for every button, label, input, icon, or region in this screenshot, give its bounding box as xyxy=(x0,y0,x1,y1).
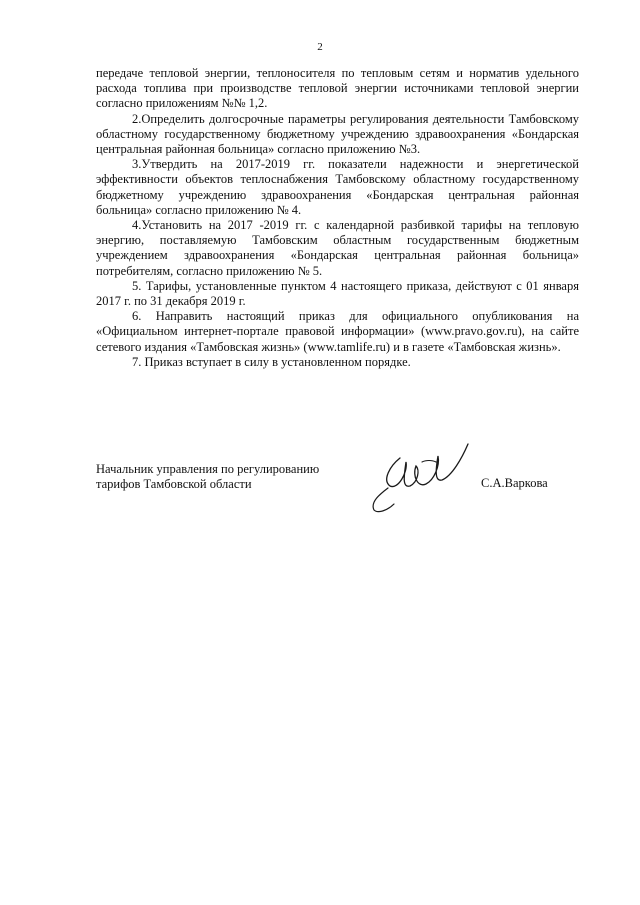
paragraph-4: 4.Установить на 2017 -2019 гг. с календарной разбивкой тарифы на тепловую энергию, поставляемую Тамбовским областным государственным бюджетным учреждением здравоохранения «Бондарская центральная районная больница» потребителям, согласно приложению № 5. xyxy=(96,218,579,278)
paragraph-2: 2.Определить долгосрочные параметры регулирования деятельности Тамбовскому областному государственному бюджетному учреждению здравоохранения «Бондарская центральная районная больница» согласно приложению №3. xyxy=(96,111,579,157)
paragraph-7: 7. Приказ вступает в силу в установленном порядке. xyxy=(132,354,411,369)
paragraph-1-continuation: передаче тепловой энергии, теплоносителя по тепловым сетям и норматив удельного расхода топлива при производстве тепловой энергии источниками тепловой энергии согласно приложениям №№ 1,2. xyxy=(96,66,579,111)
paragraph-5: 5. Тарифы, установленные пунктом 4 настоящего приказа, действуют с 01 января 2017 г. по 31 декабря 2019 г. xyxy=(96,278,579,309)
signatory-position xyxy=(96,462,319,492)
paragraph-3: 3.Утвердить на 2017-2019 гг. показатели надежности и энергетической эффективности объектов теплоснабжения Тамбовскому областному государственному бюджетному учреждению здравоохранения «Бондарская центральная районная больница» согласно приложению № 4. xyxy=(96,157,579,217)
signatory-position-line-2: тарифов Тамбовской области xyxy=(96,477,252,491)
signatory-name: С.А.Варкова xyxy=(481,476,548,490)
handwritten-signature xyxy=(360,436,480,516)
page-number: 2 xyxy=(317,41,323,53)
signatory-position-line-1: Начальник управления по регулированию xyxy=(96,462,320,476)
document-body xyxy=(96,66,579,370)
paragraph-6: 6. Направить настоящий приказ для официального опубликования на «Официальном интернет-портале правовой информации» (www.pravo.gov.ru), на сайте сетевого издания «Тамбовская жизнь» (www.tamlife.ru) и в газете «Тамбовская жизнь». xyxy=(96,309,579,354)
